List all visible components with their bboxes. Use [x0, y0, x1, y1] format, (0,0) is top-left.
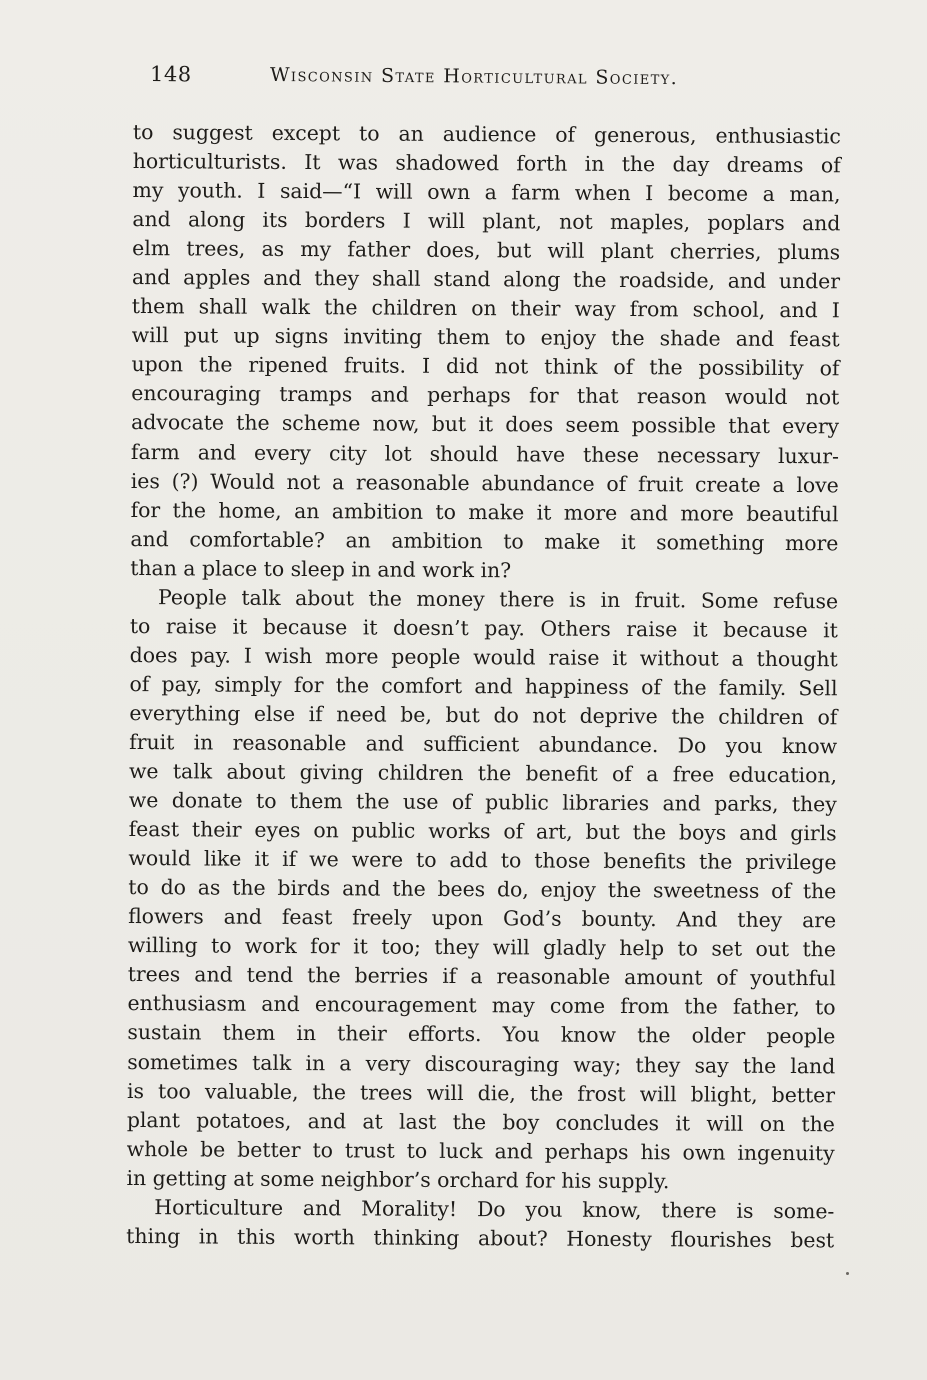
text-line: ies (?) Would not a reasonable abundance of fruit create a love — [130, 468, 839, 497]
text-line: whole be better to trust to luck and perhaps his own ingenuity — [126, 1136, 835, 1165]
text-line: enthusiasm and encouragement may come from the father, to — [127, 991, 836, 1020]
text-line: plant potatoes, and at last the boy concludes it will on the — [126, 1107, 835, 1136]
text-line-paragraph-start: People talk about the money there is in fruit. Some refuse — [158, 584, 839, 614]
text-line: of pay, simply for the comfort and happiness of the family. Sell — [129, 671, 838, 701]
text-line: fruit in reasonable and sufficient abundance. Do you know — [129, 729, 838, 759]
page-header — [150, 60, 730, 101]
text-line: trees and tend the berries if a reasonable amount of youthful — [127, 962, 836, 991]
text-line: feast their eyes on public works of art, but the boys and girls — [128, 817, 837, 846]
text-line: and comfortable? an ambition to make it something more — [130, 526, 839, 555]
text-line: is too valuable, the trees will die, the frost will blight, better — [126, 1078, 836, 1107]
body-text — [126, 118, 841, 1255]
text-line: we talk about giving children the benefit of a free education, — [128, 759, 838, 788]
text-line: advocate the scheme now, but it does seem possible that every — [131, 410, 840, 439]
text-line: sustain them in their efforts. You know the older people — [127, 1020, 836, 1049]
text-line: horticulturists. It was shadowed forth in the day dreams of — [132, 149, 841, 178]
text-line: willing to work for it too; they will gladly help to set out the — [127, 933, 837, 962]
text-line: we donate to them the use of public libraries and parks, they — [128, 788, 837, 817]
text-line: thing in this worth thinking about? Honesty flourishes best — [126, 1223, 835, 1253]
text-line: for the home, an ambition to make it more and more beautiful — [130, 497, 839, 526]
text-line: will put up signs inviting them to enjoy the shade and feast — [131, 323, 840, 352]
page-number: 148 — [149, 62, 192, 87]
text-line: would like it if we were to add to those benefits the privilege — [128, 846, 837, 875]
text-line: to do as the birds and the bees do, enjoy the sweetness of the — [128, 875, 837, 904]
text-line: farm and every city lot should have these necessary luxur- — [130, 439, 840, 468]
text-line: and along its borders I will plant, not maples, poplars and — [132, 207, 841, 236]
text-line: does pay. I wish more people would raise it without a thought — [129, 642, 838, 672]
text-line: elm trees, as my father does, but will plant cherries, plums — [132, 236, 841, 265]
text-line: and apples and they shall stand along the roadside, and under — [131, 265, 841, 294]
text-line: flowers and feast freely upon God’s bounty. And they are — [128, 904, 837, 933]
text-line-paragraph-end: in getting at some neighbor’s orchard for his supply. — [126, 1165, 670, 1193]
text-line: my youth. I said—“I will own a farm when I become a man, — [132, 178, 841, 207]
text-line-paragraph-start: Horticulture and Morality! Do you know, there is some- — [154, 1194, 835, 1224]
text-line: encouraging tramps and perhaps for that reason would not — [131, 381, 840, 410]
text-line: everything else if need be, but do not deprive the children of — [129, 700, 838, 730]
text-line: to raise it because it doesn’t pay. Others raise it because it — [129, 613, 838, 643]
text-line-paragraph-end: than a place to sleep in and work in? — [130, 555, 512, 583]
print-speck — [846, 1272, 849, 1275]
text-line: them shall walk the children on their way from school, and I — [131, 294, 840, 323]
running-head: Wisconsin State Horticultural Society. — [269, 63, 679, 90]
text-line: to suggest except to an audience of generous, enthusiastic — [132, 119, 841, 149]
text-line: upon the ripened fruits. I did not think of the possibility of — [131, 352, 840, 381]
text-line: sometimes talk in a very discouraging way; they say the land — [127, 1049, 836, 1078]
